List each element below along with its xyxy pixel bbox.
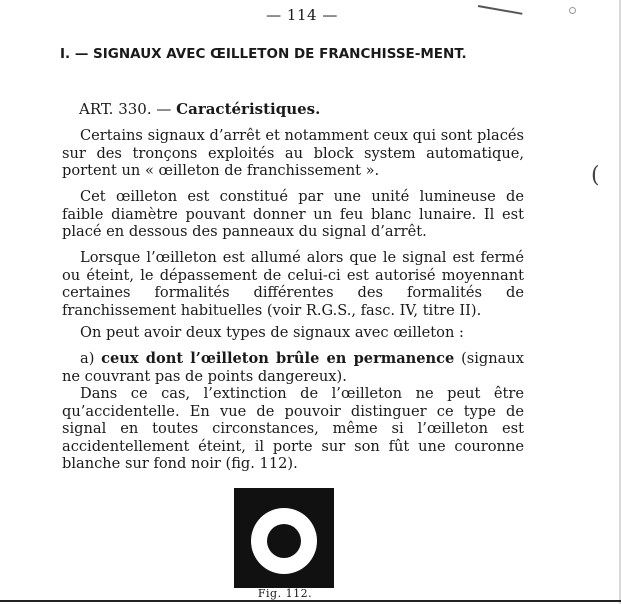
- article-title: Caractéristiques.: [176, 100, 321, 118]
- list-marker: a): [80, 350, 102, 367]
- article-heading: [79, 100, 320, 118]
- paragraph: On peut avoir deux types de signaux avec œilleton :: [80, 324, 464, 341]
- paragraph: Lorsque l’œilleton est allumé alors que le signal est fermé ou éteint, le dépassement de celui-ci est autorisé moyennant certaines formalités différentes des formalités de franchissement habituelles (voir R.G.S., fasc. IV, titre II).: [62, 249, 524, 319]
- figure-caption: Fig. 112.: [257, 587, 313, 600]
- ring-figure-svg: [234, 488, 334, 588]
- scan-mark: [569, 7, 576, 14]
- page-number: — 114 —: [266, 6, 338, 24]
- ring-center: [267, 524, 301, 558]
- scan-mark: [478, 5, 523, 15]
- paragraph: Dans ce cas, l’extinction de l’œilleton ne peut être qu’accidentelle. En vue de pouvoir distinguer ce type de signal en toutes circonstances, même si l’œilleton est accidentellement éteint, il porte sur son fût une couronne blanche sur fond noir (fig. 112).: [62, 385, 524, 473]
- scan-mark: (: [591, 163, 600, 188]
- paragraph: Certains signaux d’arrêt et notamment ceux qui sont placés sur des tronçons exploités au block system automatique, portent un « œilleton de franchissement ».: [62, 127, 524, 180]
- paragraph: Cet œilleton est constitué par une unité lumineuse de faible diamètre pouvant donner un feu blanc lunaire. Il est placé en dessous des panneaux du signal d’arrêt.: [62, 188, 524, 241]
- page-bottom-rule: [0, 600, 621, 602]
- section-title: I. — SIGNAUX AVEC ŒILLETON DE FRANCHISSE-MENT.: [60, 46, 467, 62]
- paragraph-text: (signaux ne couvrant pas de points dangereux).: [62, 350, 524, 385]
- ring-figure-icon: [234, 488, 334, 588]
- article-number: ART. 330. —: [79, 100, 172, 118]
- emphasis: ceux dont l’œilleton brûle en permanence: [101, 350, 455, 367]
- paragraph-list-item: [62, 350, 524, 385]
